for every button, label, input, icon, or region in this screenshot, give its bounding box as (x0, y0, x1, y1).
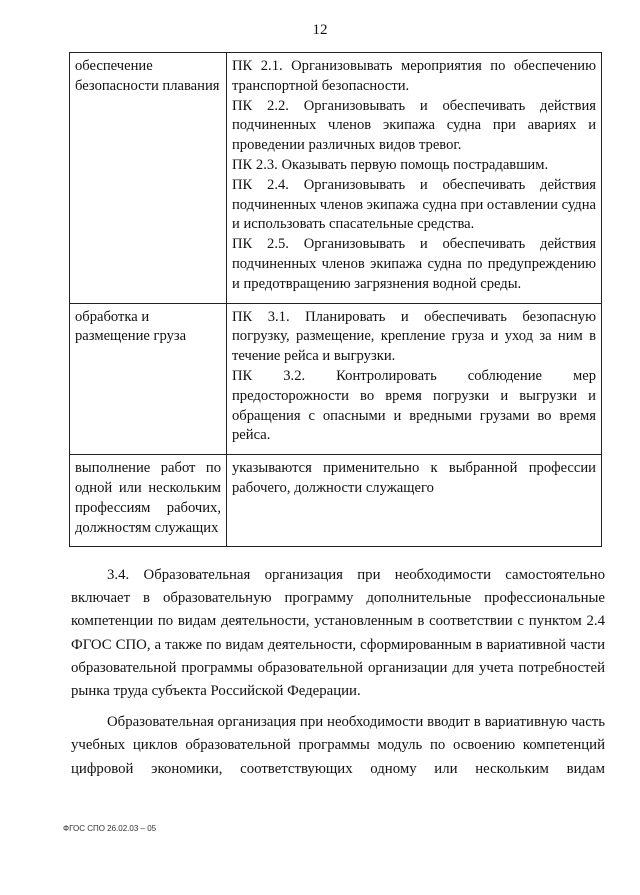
competency-item: ПК 3.2. Контролировать соблюдение мер предосторожности во время погрузки и выгрузки и обращения с опасными и вредными грузами во время рейса. (232, 367, 596, 444)
competency-item: ПК 2.3. Оказывать первую помощь пострадавшим. (232, 156, 549, 173)
activity-cell: обработка и размещение груза (70, 303, 227, 455)
competencies-cell (227, 53, 602, 304)
footer-standard-code: ФГОС СПО 26.02.03 – 05 (63, 824, 157, 833)
activity-cell: выполнение работ по одной или нескольким профессиям рабочих, должностям служащих (70, 455, 227, 547)
competency-item: указываются применительно к выбранной профессии рабочего, должности служащего (232, 460, 596, 496)
table-row (70, 303, 602, 455)
competency-item: ПК 2.1. Организовывать мероприятия по обеспечению транспортной безопасности. (232, 58, 596, 94)
table-row (70, 455, 602, 547)
competency-item: ПК 2.2. Организовывать и обеспечивать действия подчиненных членов экипажа судна при авариях и проведении различных видов тревог. (232, 97, 596, 154)
paragraph: Образовательная организация при необходимости вводит в вариативную часть учебных циклов образовательной программы модуль по освоению компетенций цифровой экономики, соответствующих одному или нескольким видам (71, 714, 605, 777)
competencies-cell (227, 303, 602, 455)
competency-item: ПК 2.4. Организовывать и обеспечивать действия подчиненных членов экипажа судна при оставлении судна и использовать спасательные средства. (232, 176, 596, 233)
table-row (70, 53, 602, 304)
paragraph: 3.4. Образовательная организация при необходимости самостоятельно включает в образовательную программу дополнительные профессиональные компетенции по видам деятельности, установленным в соответствии с пунктом 2.4 ФГОС СПО, а также по видам деятельности, сформированным в вариативной части образовательной программы образовательной организации для учета потребностей рынка труда субъекта Российской Федерации. (71, 567, 605, 700)
body-text (71, 564, 605, 789)
page-number: 12 (312, 22, 328, 38)
competency-item: ПК 2.5. Организовывать и обеспечивать действия подчиненных членов экипажа судна по предупреждению и предотвращению загрязнения водной среды. (232, 236, 596, 292)
activity-cell: обеспечение безопасности плавания (70, 53, 227, 304)
competencies-cell (227, 455, 602, 547)
competence-table (69, 52, 602, 547)
competency-item: ПК 3.1. Планировать и обеспечивать безопасную погрузку, размещение, крепление груза и уход за ним в течение рейса и выгрузки. (232, 308, 596, 365)
